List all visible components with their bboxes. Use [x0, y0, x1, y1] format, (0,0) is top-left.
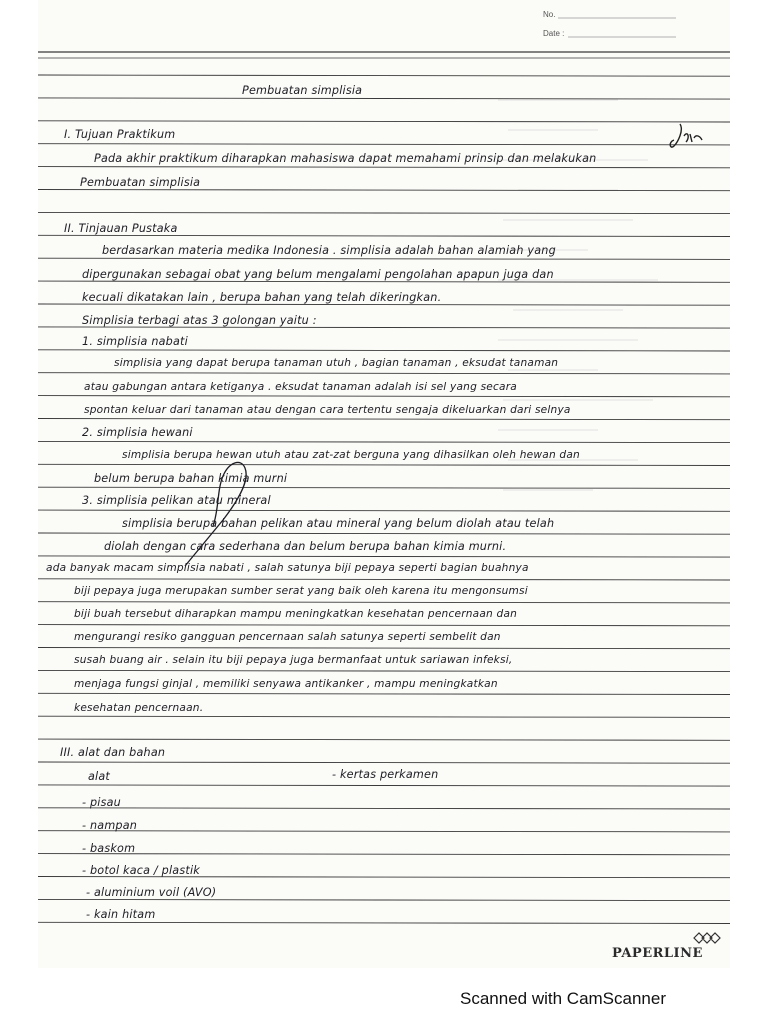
rule-line [38, 556, 730, 557]
rule-line [38, 190, 730, 191]
tinjauan-intro-line: dipergunakan sebagai obat yang belum mengalami pengolahan apapun juga dan [82, 268, 554, 281]
rule-line [38, 808, 730, 809]
notebook-page [38, 0, 730, 968]
list-item-line: simplisia berupa bahan pelikan atau mineral yang belum diolah atau telah [122, 517, 555, 530]
alat-label: alat [88, 770, 111, 783]
rule-line [38, 831, 730, 832]
tinjauan-closing-line: mengurangi resiko gangguan pencernaan salah satunya seperti sembelit dan [74, 631, 501, 643]
rule-line [38, 258, 730, 259]
brand-name: PAPERLINE [612, 946, 703, 961]
rule-line [38, 922, 730, 923]
date-label: Date : [543, 29, 565, 38]
list-item-label: 3. simplisia pelikan atau mineral [82, 494, 271, 507]
rule-line [38, 693, 730, 694]
alat-item: - botol kaca / plastik [82, 864, 200, 877]
rule-line [38, 98, 730, 99]
tinjauan-closing-line: menjaga fungsi ginjal , memiliki senyawa antikanker , mampu meningkatkan [74, 678, 498, 690]
alat-item: - kain hitam [86, 908, 156, 921]
list-item-label: 2. simplisia hewani [82, 426, 193, 439]
rule-line [38, 144, 730, 145]
header-blank-lines [558, 14, 678, 40]
rule-line [38, 327, 730, 328]
bahan-item: - kertas perkamen [332, 768, 439, 781]
list-item-label: 1. simplisia nabati [82, 335, 188, 348]
list-item-line: atau gabungan antara ketiganya . eksudat tanaman adalah isi sel yang secara [84, 381, 517, 393]
tinjauan-closing-line: kesehatan pencernaan. [74, 702, 204, 714]
rule-line [38, 602, 730, 603]
rule-line [38, 533, 730, 534]
alat-item: - pisau [82, 796, 121, 809]
tinjauan-intro-line: berdasarkan materia medika Indonesia . simplisia adalah bahan alamiah yang [102, 244, 556, 257]
rule-line [38, 235, 730, 236]
rule-line [38, 625, 730, 626]
section-heading-tinjauan: II. Tinjauan Pustaka [64, 222, 178, 235]
rule-line [38, 670, 730, 671]
rule-line [38, 762, 730, 763]
rule-line [38, 281, 730, 282]
alat-item: - nampan [82, 819, 138, 832]
signature [666, 120, 706, 154]
pen-scribble [183, 450, 263, 570]
section-heading-tujuan: I. Tujuan Praktikum [64, 128, 176, 141]
rule-line [38, 510, 730, 511]
rule-line [38, 648, 730, 649]
rule-line [38, 441, 730, 442]
rule-line [38, 899, 730, 900]
alat-item: - baskom [82, 842, 136, 855]
list-item-line: belum berupa bahan kimia murni [94, 472, 288, 485]
alat-item: - aluminium voil (AVO) [86, 886, 217, 899]
rule-line [38, 396, 730, 397]
rule-line [38, 167, 730, 168]
page-title: Pembuatan simplisia [242, 84, 363, 97]
rule-line [38, 579, 730, 580]
rule-line [38, 464, 730, 465]
rule-line [38, 419, 730, 420]
rule-line [38, 487, 730, 488]
list-item-line: simplisia berupa hewan utuh atau zat-zat berguna yang dihasilkan oleh hewan dan [122, 449, 580, 461]
section-heading-alat-bahan: III. alat dan bahan [60, 746, 166, 759]
list-item-line: spontan keluar dari tanaman atau dengan cara tertentu sengaja dikeluarkan dari selnya [84, 404, 571, 416]
rule-line [38, 350, 730, 351]
tinjauan-intro-line: Simplisia terbagi atas 3 golongan yaitu : [82, 314, 317, 327]
tinjauan-closing-line: biji buah tersebut diharapkan mampu meningkatkan kesehatan pencernaan dan [74, 608, 518, 620]
scan-watermark: Scanned with CamScanner [460, 989, 667, 1008]
tinjauan-closing-line: susah buang air . selain itu biji pepaya juga bermanfaat untuk sariawan infeksi, [74, 654, 513, 666]
tinjauan-intro-line: kecuali dikatakan lain , berupa bahan yang telah dikeringkan. [82, 291, 442, 304]
rule-line [38, 785, 730, 786]
no-label: No. [543, 10, 556, 19]
tinjauan-closing-line: ada banyak macam simplisia nabati , salah satunya biji pepaya seperti bagian buahnya [46, 562, 529, 574]
rule-line [38, 75, 730, 76]
rule-line [38, 854, 730, 855]
rule-line [38, 212, 730, 213]
tinjauan-closing-line: biji pepaya juga merupakan sumber serat yang baik oleh karena itu mengonsumsi [74, 585, 528, 597]
paperline-logo-icon [692, 932, 722, 944]
tujuan-line: Pembuatan simplisia [80, 176, 201, 189]
list-item-line: diolah dengan cara sederhana dan belum berupa bahan kimia murni. [104, 540, 507, 553]
rule-line [38, 121, 730, 122]
rule-line [38, 304, 730, 305]
tujuan-line: Pada akhir praktikum diharapkan mahasiswa dapat memahami prinsip dan melakukan [94, 152, 597, 165]
list-item-line: simplisia yang dapat berupa tanaman utuh , bagian tanaman , eksudat tanaman [114, 357, 559, 369]
rule-line [38, 716, 730, 717]
rule-line [38, 739, 730, 740]
rule-line [38, 373, 730, 374]
